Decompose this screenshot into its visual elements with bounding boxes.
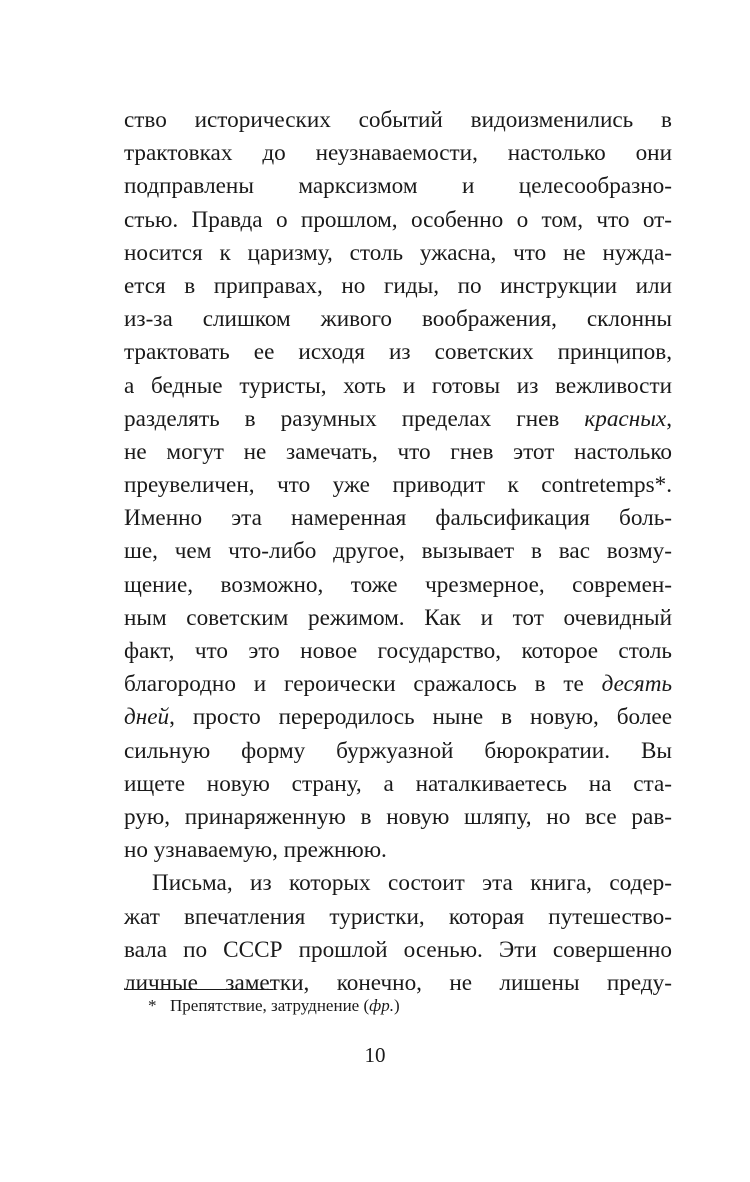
footnote-text-end: ) [393, 996, 400, 1015]
italic-word: красных [584, 405, 667, 432]
text-run: благородно и героически сражалось в те [124, 671, 602, 698]
text-line: из-за слишком живого воображения, склонны [124, 306, 672, 333]
text-line [124, 403, 672, 436]
text-line: факт, что это новое государство, которое столь [124, 638, 672, 664]
text-run: , [666, 405, 672, 432]
footnote-text: Препятствие, затруднение ( [170, 996, 370, 1015]
text-line: но узнаваемую, прежнюю. [124, 837, 387, 864]
text-line: трактовать ее исходя из советских принципов, [124, 339, 672, 366]
italic-word: дней [124, 704, 170, 731]
text-line: трактовках до неузнаваемости, настолько они [124, 140, 672, 167]
paragraph [124, 867, 672, 1000]
text-line: носится к царизму, столь ужасна, что не нужда- [124, 239, 672, 266]
text-line: ищете новую страну, а наталкиваетесь на ста- [124, 770, 672, 797]
paragraph [124, 104, 672, 867]
text-line: преувеличен, что уже приводит к contretemps*. [124, 472, 672, 499]
footnote-italic: фр. [369, 996, 394, 1015]
text-line: щение, возможно, тоже чрезмерное, современ- [124, 571, 672, 598]
text-line: ется в приправах, но гиды, по инструкции или [124, 272, 672, 299]
text-line: Письма, из которых состоит эта книга, содер- [152, 870, 672, 897]
body-text [124, 104, 672, 1000]
footnote-divider [124, 989, 273, 990]
text-line [124, 701, 672, 734]
text-line: вала по СССР прошлой осенью. Эти совершенно [124, 936, 672, 963]
text-line [124, 668, 672, 701]
text-line: не могут не замечать, что гнев этот настолько [124, 438, 672, 465]
text-line: личные заметки, конечно, не лишены преду- [124, 969, 672, 996]
text-line: рую, принаряженную в новую шляпу, но все рав- [124, 803, 672, 830]
italic-word: десять [601, 671, 672, 698]
text-run: разделять в разумных пределах гнев [124, 405, 585, 432]
text-line: сильную форму буржуазной бюрократии. Вы [124, 737, 672, 764]
text-line: подправлены марксизмом и целесообразно- [124, 173, 672, 200]
text-run: , просто переродилось ныне в новую, более [169, 704, 672, 731]
text-line: ше, чем что-либо другое, вызывает в вас возму- [124, 538, 672, 565]
text-line: жат впечатления туристки, которая путешество- [124, 903, 672, 930]
footnote-mark: * [148, 996, 157, 1015]
page-number: 10 [364, 1043, 386, 1067]
text-line: Именно эта намеренная фальсификация боль- [124, 505, 672, 532]
text-line: ным советским режимом. Как и тот очевидный [124, 604, 672, 631]
text-line: стью. Правда о прошлом, особенно о том, что от- [124, 206, 672, 233]
footnote [148, 994, 400, 1018]
text-line: а бедные туристы, хоть и готовы из вежливости [124, 372, 672, 399]
text-line: ство исторических событий видоизменились в [124, 107, 672, 133]
